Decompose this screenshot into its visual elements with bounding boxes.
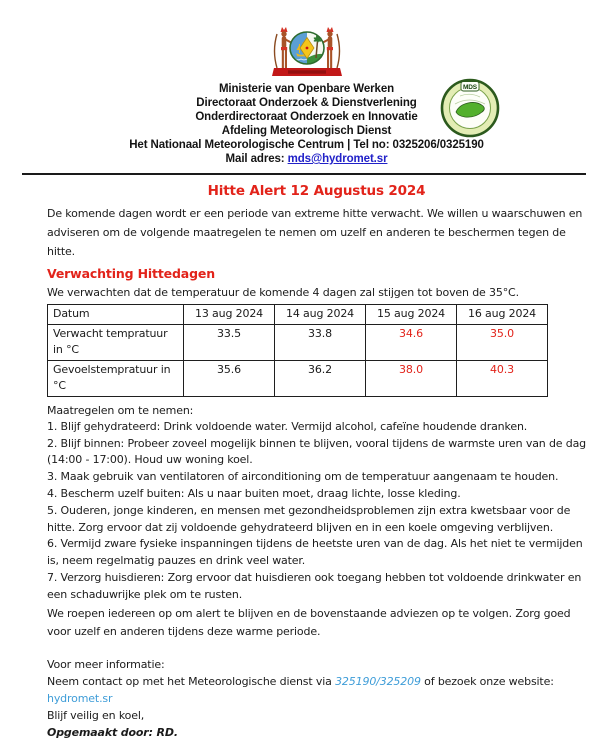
closing-paragraph: We roepen iedereen op om alert te blijven en de bovenstaande adviezen op te volgen. Zorg goed voor uzelf en anderen tijdens deze warme periode.	[47, 606, 571, 639]
email-link[interactable]: mds@hydromet.sr	[287, 153, 388, 165]
col-header-datum: Datum	[48, 305, 184, 325]
org-line-centrum-tel: Het Nationaal Meteorologische Centrum | Tel no: 0325206/0325190	[129, 139, 484, 151]
footer-block	[47, 656, 586, 742]
sign-off: Blijf veilig en koel,	[47, 709, 145, 723]
table-row-expected-temp	[48, 324, 548, 360]
measure-item-4: 4. Bescherm uzelf buiten: Als u naar buiten moet, draag lichte, losse kleding.	[47, 487, 461, 501]
org-header-block	[0, 82, 613, 166]
contact-phone: 325190/325209	[335, 674, 421, 688]
website-link[interactable]: hydromet.sr	[47, 692, 113, 706]
mail-label: Mail adres:	[225, 153, 288, 165]
row-label-expected-temp: Verwacht tempratuur in °C	[48, 324, 184, 360]
org-line-afdeling: Afdeling Meteorologisch Dienst	[221, 125, 392, 137]
expected-temp-15aug: 34.6	[366, 324, 457, 360]
contact-suffix: of bezoek onze website:	[420, 674, 554, 688]
measure-item-6: 6. Vermijd zware fysieke inspanningen tijdens de heetste uren van de dag. Als het niet te vermijden is, neem regelmatig pauzes en drink veel water.	[47, 537, 583, 568]
section-heading: Verwachting Hittedagen	[47, 266, 215, 282]
org-line-onderdirectoraat: Onderdirectoraat Onderzoek en Innovatie	[195, 111, 418, 123]
intro-paragraph: De komende dagen wordt er een periode van extreme hitte verwacht. We willen u waarschuwen en adviseren om de volgende maatregelen te nemen om uzelf en anderen te beschermen tegen de hitte.	[47, 207, 583, 258]
document-body	[47, 183, 586, 742]
author-line: Opgemaakt door: RD.	[47, 726, 178, 740]
col-header-13aug: 13 aug 2024	[184, 305, 275, 325]
org-line-ministry: Ministerie van Openbare Werken	[218, 83, 395, 95]
letterhead	[0, 0, 613, 166]
feels-like-14aug: 36.2	[275, 360, 366, 396]
measure-item-5: 5. Ouderen, jonge kinderen, en mensen met gezondheidsproblemen zijn extra kwetsbaar voor de hitte. Zorg ervoor dat zij voldoende gehydrateerd blijven en in een koele omgeving verblijven.	[47, 503, 571, 534]
measure-item-1: 1. Blijf gehydrateerd: Drink voldoende water. Vermijd alcohol, cafeïne houdende dranken.	[47, 419, 528, 433]
expected-temp-14aug: 33.8	[275, 324, 366, 360]
measure-item-2: 2. Blijf binnen: Probeer zoveel mogelijk binnen te blijven, vooral tijdens de warmste uren van de dag (14:00 - 17:00). Houd uw woning koel.	[47, 436, 587, 467]
col-header-16aug: 16 aug 2024	[457, 305, 548, 325]
expected-temp-13aug: 33.5	[184, 324, 275, 360]
temperature-forecast-table	[47, 304, 548, 397]
mail-line	[0, 152, 613, 166]
col-header-14aug: 14 aug 2024	[275, 305, 366, 325]
section-intro: We verwachten dat de temperatuur de komende 4 dagen zal stijgen tot boven de 35°C.	[47, 286, 519, 300]
feels-like-16aug: 40.3	[457, 360, 548, 396]
suriname-coat-of-arms-icon	[271, 24, 343, 78]
org-line-directoraat: Directoraat Onderzoek & Dienstverlening	[196, 97, 417, 109]
header-divider	[22, 173, 586, 175]
table-row-feels-like-temp	[48, 360, 548, 396]
row-label-feels-like: Gevoelstempratuur in °C	[48, 360, 184, 396]
table-header-row	[48, 305, 548, 325]
measures-list	[47, 419, 586, 604]
more-info-label: Voor meer informatie:	[47, 657, 165, 671]
measure-item-7: 7. Verzorg huisdieren: Zorg ervoor dat huisdieren ook toegang hebben tot voldoende drinkwater en een schaduwrijke plek om te rusten.	[47, 571, 582, 601]
measure-item-3: 3. Maak gebruik van ventilatoren of airconditioning om de temperatuur aangenaam te houden.	[47, 470, 559, 484]
expected-temp-16aug: 35.0	[457, 324, 548, 360]
feels-like-15aug: 38.0	[366, 360, 457, 396]
contact-prefix: Neem contact op met het Meteorologische dienst via	[47, 674, 336, 688]
contact-line	[47, 673, 586, 690]
feels-like-13aug: 35.6	[184, 360, 275, 396]
mds-logo-text: MDS	[463, 84, 477, 91]
measures-heading: Maatregelen om te nemen:	[47, 403, 194, 417]
mds-logo-icon	[440, 78, 500, 138]
alert-title: Hitte Alert 12 Augustus 2024	[207, 183, 426, 199]
col-header-15aug: 15 aug 2024	[366, 305, 457, 325]
